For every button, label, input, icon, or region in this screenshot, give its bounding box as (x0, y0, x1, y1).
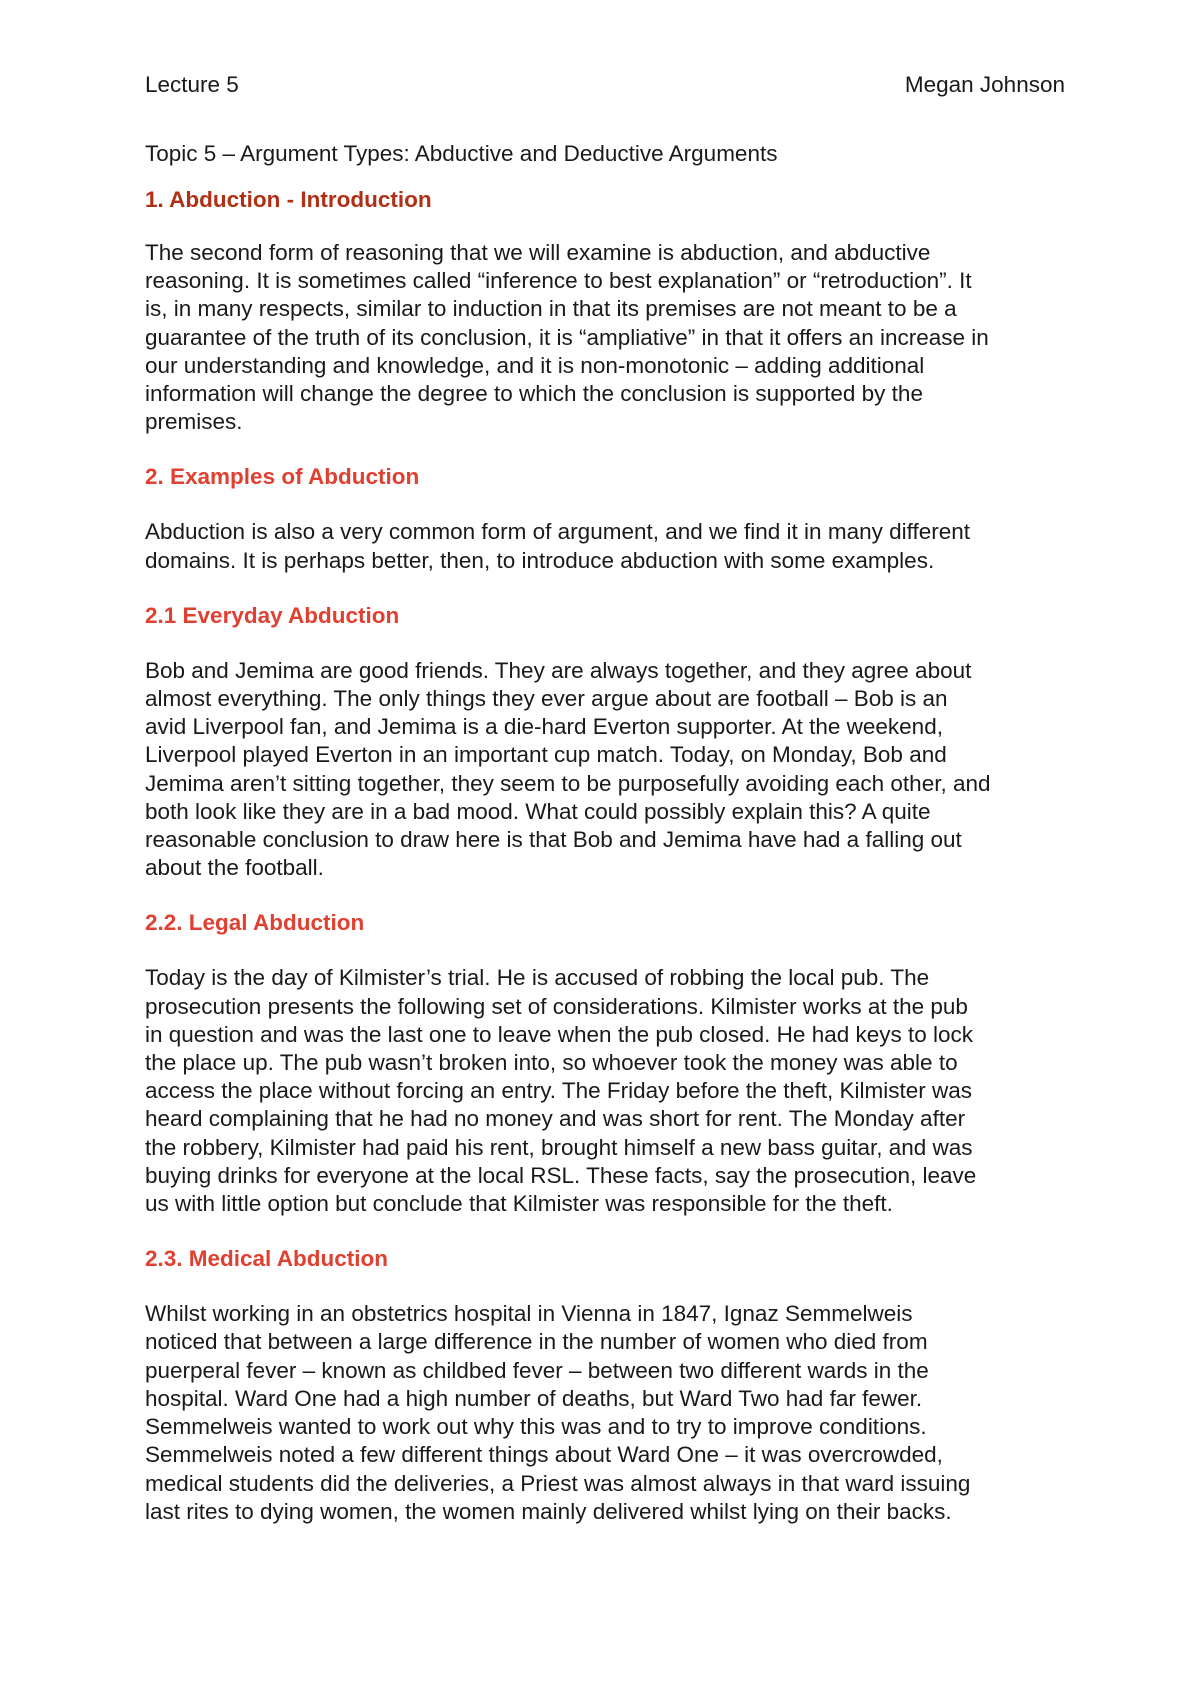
section-paragraph (145, 1300, 1065, 1526)
page-header (145, 70, 1065, 100)
paragraph-line: about the football. (145, 855, 324, 881)
section-heading: 2.2. Legal Abduction (145, 910, 365, 936)
paragraph-line: access the place without forcing an entry. The Friday before the theft, Kilmister was (145, 1078, 973, 1104)
paragraph-line: the robbery, Kilmister had paid his rent, brought himself a new bass guitar, and was (145, 1134, 973, 1160)
paragraph-line: Semmelweis noted a few different things about Ward One – it was overcrowded, (145, 1442, 943, 1468)
paragraph-line: last rites to dying women, the women mainly delivered whilst lying on their backs. (145, 1498, 952, 1524)
paragraph-line: avid Liverpool fan, and Jemima is a die-hard Everton supporter. At the weekend, (145, 714, 943, 740)
paragraph-line: premises. (145, 409, 243, 435)
paragraph-line: noticed that between a large difference in the number of women who died from (145, 1329, 928, 1355)
paragraph-line: in question and was the last one to leave when the pub closed. He had keys to lock (145, 1021, 974, 1047)
paragraph-line: Jemima aren’t sitting together, they seem to be purposefully avoiding each other, and (145, 770, 991, 796)
page-title: Topic 5 – Argument Types: Abductive and Deductive Arguments (145, 141, 778, 166)
paragraph-line: guarantee of the truth of its conclusion, it is “ampliative” in that it offers an increase in (145, 324, 989, 350)
paragraph-line: Bob and Jemima are good friends. They are always together, and they agree about (145, 657, 972, 683)
paragraph-line: information will change the degree to which the conclusion is supported by the (145, 381, 923, 407)
author-name: Megan Johnson (904, 72, 1065, 97)
paragraph-line: buying drinks for everyone at the local RSL. These facts, say the prosecution, leave (145, 1162, 977, 1188)
sections-container (145, 185, 1065, 1526)
paragraph-line: hospital. Ward One had a high number of deaths, but Ward Two had far fewer. (145, 1385, 923, 1411)
section-heading: 2. Examples of Abduction (145, 464, 420, 490)
paragraph-line: reasonable conclusion to draw here is that Bob and Jemima have had a falling out (145, 827, 962, 853)
paragraph-line: Liverpool played Everton in an important cup match. Today, on Monday, Bob and (145, 742, 947, 768)
paragraph-line: Today is the day of Kilmister’s trial. He is accused of robbing the local pub. The (145, 965, 930, 991)
section-heading: 2.3. Medical Abduction (145, 1246, 388, 1272)
section-paragraph (145, 657, 1065, 883)
paragraph-line: the place up. The pub wasn’t broken into, so whoever took the money was able to (145, 1050, 958, 1076)
paragraph-line: puerperal fever – known as childbed fever – between two different wards in the (145, 1357, 929, 1383)
lecture-label: Lecture 5 (145, 72, 239, 97)
document-page (145, 70, 1065, 1526)
paragraph-line: is, in many respects, similar to induction in that its premises are not meant to be a (145, 296, 957, 322)
paragraph-line: reasoning. It is sometimes called “inference to best explanation” or “retroduction”. It (145, 268, 972, 294)
paragraph-line: Whilst working in an obstetrics hospital in Vienna in 1847, Ignaz Semmelweis (145, 1301, 913, 1327)
paragraph-line: medical students did the deliveries, a Priest was almost always in that ward issuing (145, 1470, 971, 1496)
paragraph-line: prosecution presents the following set of considerations. Kilmister works at the pub (145, 993, 968, 1019)
section-paragraph (145, 518, 1065, 574)
section-heading: 2.1 Everyday Abduction (145, 602, 400, 628)
section-heading: 1. Abduction - Introduction (145, 187, 432, 212)
paragraph-line: Abduction is also a very common form of argument, and we find it in many different (145, 519, 970, 545)
paragraph-line: The second form of reasoning that we will examine is abduction, and abductive (145, 240, 931, 265)
paragraph-line: us with little option but conclude that Kilmister was responsible for the theft. (145, 1191, 893, 1217)
paragraph-line: heard complaining that he had no money and was short for rent. The Monday after (145, 1106, 966, 1132)
paragraph-line: domains. It is perhaps better, then, to introduce abduction with some examples. (145, 547, 935, 573)
paragraph-line: almost everything. The only things they ever argue about are football – Bob is an (145, 686, 948, 712)
paragraph-line: Semmelweis wanted to work out why this was and to try to improve conditions. (145, 1414, 927, 1440)
section-paragraph (145, 964, 1065, 1218)
paragraph-line: both look like they are in a bad mood. What could possibly explain this? A quite (145, 798, 931, 824)
paragraph-line: our understanding and knowledge, and it is non-monotonic – adding additional (145, 352, 925, 378)
section-paragraph (145, 239, 1065, 436)
